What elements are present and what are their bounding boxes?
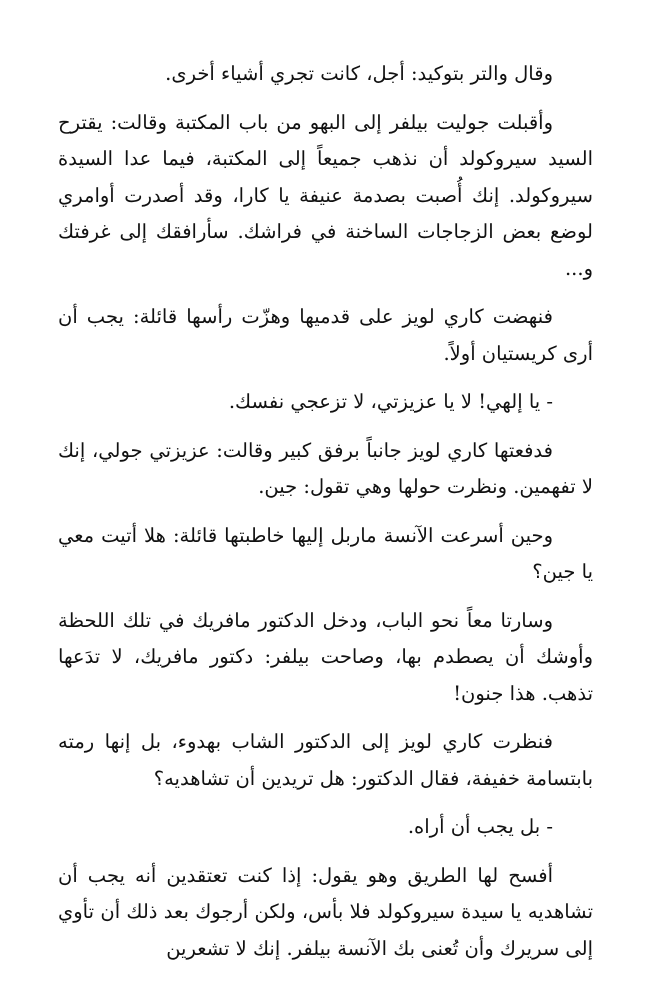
book-page bbox=[58, 56, 593, 979]
paragraph-5: فدفعتها كاري لويز جانباً برفق كبير وقالت: عزيزتي جولي، إنك لا تفهمين. ونظرت حولها وهي تقول: جين. bbox=[58, 438, 593, 498]
paragraph-1: وقال والتر بتوكيد: أجل، كانت تجري أشياء أخرى. bbox=[165, 62, 553, 85]
paragraph-9: - بل يجب أن أراه. bbox=[407, 815, 553, 838]
paragraph-8: فنظرت كاري لويز إلى الدكتور الشاب بهدوء، بل إنها رمته بابتسامة خفيفة، فقال الدكتور: هل تريدين أن تشاهديه؟ bbox=[58, 730, 593, 790]
paragraph-3: فنهضت كاري لويز على قدميها وهزّت رأسها قائلة: يجب أن أرى كريستيان أولاً. bbox=[58, 305, 593, 365]
paragraph-2: وأقبلت جوليت بيلفر إلى البهو من باب المكتبة وقالت: يقترح السيد سيروكولد أن نذهب جميعاً إلى المكتبة، فيما عدا السيدة سيروكولد. إنك أُصبت بصدمة عنيفة يا كارا، وقد أصدرت أوامري لوضع بعض الزجاجات الساخنة في فراشك. سأرافقك إلى غرفتك و... bbox=[58, 110, 593, 280]
paragraph-6: وحين أسرعت الآنسة ماربل إليها خاطبتها قائلة: هلا أتيت معي يا جين؟ bbox=[58, 523, 593, 583]
paragraph-10: أفسح لها الطريق وهو يقول: إذا كنت تعتقدين أنه يجب أن تشاهديه يا سيدة سيروكولد فلا بأس، ولكن أرجوك بعد ذلك أن تأوي إلى سريرك وأن تُعنى بك الآنسة بيلفر. إنك لا تشعرين bbox=[58, 863, 593, 960]
paragraph-7: وسارتا معاً نحو الباب، ودخل الدكتور مافريك في تلك اللحظة وأوشك أن يصطدم بها، وصاحت بيلفر: دكتور مافريك، لا تدَعها تذهب. هذا جنون! bbox=[58, 608, 593, 705]
paragraph-4: - يا إلهي! لا يا عزيزتي، لا تزعجي نفسك. bbox=[228, 390, 553, 413]
